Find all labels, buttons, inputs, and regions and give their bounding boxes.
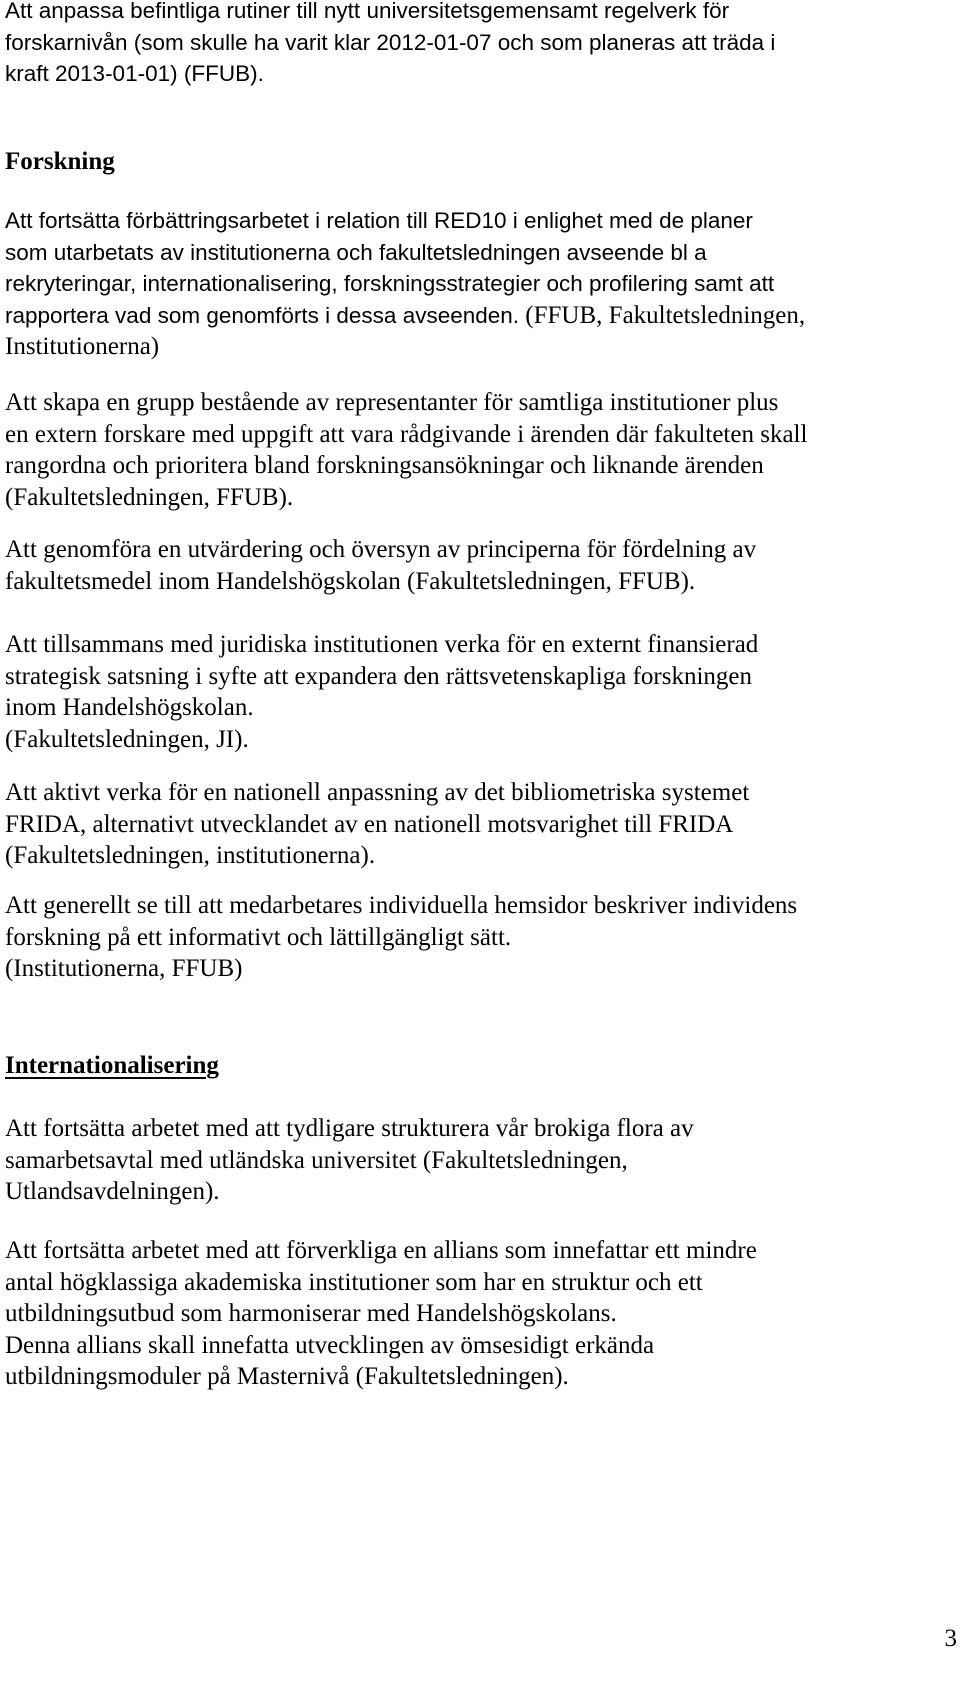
- section-heading-forskning: Forskning: [5, 148, 115, 175]
- paragraph-line: inom Handelshögskolan.: [5, 694, 254, 722]
- paragraph-line-part: (FFUB, Fakultetsledningen,: [519, 301, 806, 329]
- paragraph-line: (Fakultetsledningen, FFUB).: [5, 483, 294, 511]
- intro-line: forskarnivån (som skulle ha varit klar 2012-01-07 och som planeras att träda i: [5, 29, 776, 55]
- paragraph-line: forskning på ett informativt och lättillgängligt sätt.: [5, 923, 512, 951]
- paragraph-line: Att genomföra en utvärdering och översyn av principerna för fördelning av: [5, 536, 757, 563]
- section-heading-internationalisering: Internationalisering: [5, 1052, 219, 1079]
- intro-line: kraft 2013-01-01) (FFUB).: [5, 61, 264, 87]
- paragraph-line: Att skapa en grupp bestående av representanter för samtliga institutioner plus: [5, 389, 779, 416]
- paragraph-line: Att fortsätta arbetet med att tydligare strukturera vår brokiga flora av: [5, 1115, 694, 1142]
- paragraph-line: Att fortsätta arbetet med att förverkliga en allians som innefattar ett mindre: [5, 1237, 757, 1264]
- forskning-paragraph-1: [5, 205, 955, 363]
- forskning-paragraph-6: [5, 890, 955, 985]
- paragraph-line: Att aktivt verka för en nationell anpassning av det bibliometriska systemet: [5, 779, 750, 806]
- paragraph-line: en extern forskare med uppgift att vara rådgivande i ärenden där fakulteten skall: [5, 420, 808, 448]
- paragraph-line: Denna allians skall innefatta utvecklingen av ömsesidigt erkända: [5, 1331, 655, 1359]
- paragraph-line: strategisk satsning i syfte att expandera den rättsvetenskapliga forskningen: [5, 662, 753, 690]
- paragraph-line: som utarbetats av institutionerna och fakultetsledningen avseende bl a: [5, 239, 707, 265]
- paragraph-line: (Fakultetsledningen, institutionerna).: [5, 842, 376, 870]
- paragraph-line-part: rapportera vad som genomförts i dessa avseenden.: [5, 302, 520, 328]
- paragraph-line: Att fortsätta förbättringsarbetet i relation till RED10 i enlighet med de planer: [5, 208, 753, 233]
- paragraph-line: Utlandsavdelningen).: [5, 1178, 220, 1206]
- paragraph-line: [5, 300, 955, 332]
- paragraph-line: rangordna och prioritera bland forskningsansökningar och liknande ärenden: [5, 452, 764, 480]
- internationalisering-paragraph-1: [5, 1113, 955, 1208]
- intro-paragraph: [5, 0, 955, 90]
- paragraph-line: (Fakultetsledningen, JI).: [5, 725, 249, 753]
- paragraph-line: samarbetsavtal med utländska universitet (Fakultetsledningen,: [5, 1146, 628, 1174]
- forskning-paragraph-5: [5, 777, 955, 872]
- paragraph-line: utbildningsmoduler på Masternivå (Fakultetsledningen).: [5, 1363, 569, 1391]
- paragraph-line: (Institutionerna, FFUB): [5, 955, 243, 983]
- paragraph-line: FRIDA, alternativt utvecklandet av en nationell motsvarighet till FRIDA: [5, 810, 734, 838]
- page-number: 3: [944, 1625, 957, 1652]
- paragraph-line: Institutionerna): [5, 333, 160, 361]
- paragraph-line: Att generellt se till att medarbetares individuella hemsidor beskriver individens: [5, 892, 798, 919]
- paragraph-line: fakultetsmedel inom Handelshögskolan (Fakultetsledningen, FFUB).: [5, 567, 696, 595]
- forskning-paragraph-3: [5, 534, 955, 597]
- paragraph-line: antal högklassiga akademiska institutioner som har en struktur och ett: [5, 1268, 703, 1296]
- forskning-paragraph-4: [5, 629, 955, 755]
- paragraph-line: utbildningsutbud som harmoniserar med Handelshögskolans.: [5, 1300, 617, 1328]
- paragraph-line: Att tillsammans med juridiska institutionen verka för en externt finansierad: [5, 631, 759, 658]
- intro-line: Att anpassa befintliga rutiner till nytt universitetsgemensamt regelverk för: [5, 0, 730, 23]
- internationalisering-paragraph-2: [5, 1235, 955, 1393]
- forskning-paragraph-2: [5, 387, 955, 513]
- paragraph-line: rekryteringar, internationalisering, forskningsstrategier och profilering samt att: [5, 271, 775, 297]
